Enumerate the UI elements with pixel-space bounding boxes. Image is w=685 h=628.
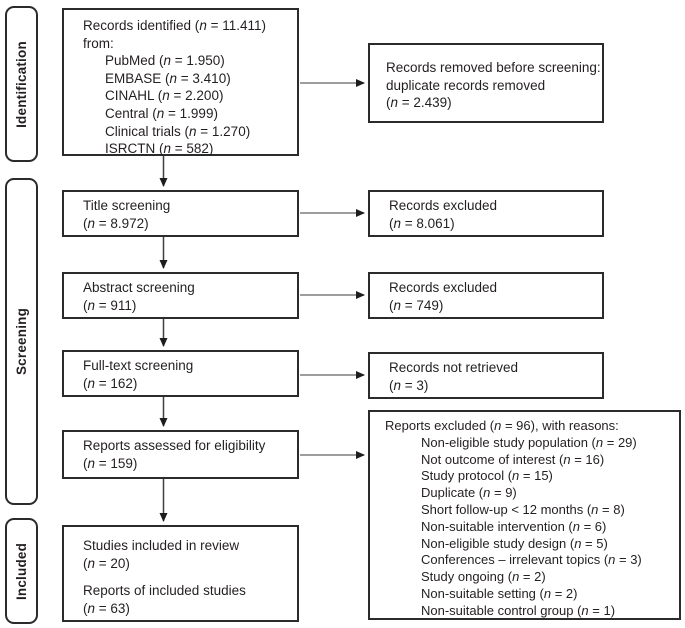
box-records-removed-line: (n = 2.439) [386,95,452,111]
box-records-identified-line: Records identified (n = 11.411) [83,18,266,33]
exclusion-reason-item: Duplicate (n = 9) [421,485,517,501]
box-records-excluded-title-line: Records excluded [389,198,498,213]
studies-included-reports-line: (n = 63) [83,600,130,616]
exclusion-reason-item: Study protocol (n = 15) [421,468,553,484]
stage-identification [5,6,38,162]
box-abstract-screening [62,272,299,319]
box-records-not-retrieved-line: (n = 3) [389,377,429,393]
database-count-item: ISRCTN (n = 582) [105,141,214,157]
box-records-excluded-abstract-line: Records excluded [389,280,498,295]
box-reports-assessed-line: Reports assessed for eligibility [83,438,266,453]
studies-included-review-line: (n = 20) [83,555,130,571]
studies-included-review-line: Studies included in review [83,538,240,553]
box-records-identified-line: from: [83,35,114,51]
box-records-removed-line: duplicate records removed [386,77,546,93]
box-fulltext-screening-line: Full-text screening [83,358,194,373]
box-studies-included [62,525,299,622]
box-reports-excluded [368,410,681,620]
database-count-item: CINAHL (n = 2.200) [105,88,224,104]
box-records-not-retrieved-line: Records not retrieved [389,360,519,375]
box-abstract-screening-line: (n = 911) [83,297,137,313]
box-records-removed-line: Records removed before screening: [386,60,601,75]
box-records-excluded-abstract-line: (n = 749) [389,297,444,313]
box-title-screening-line: Title screening [83,198,171,213]
exclusion-reason-item: Conferences – irrelevant topics (n = 3) [421,552,642,568]
box-reports-excluded-heading: Reports excluded (n = 96), with reasons: [385,418,619,433]
database-count-item: Central (n = 1.999) [105,105,218,121]
box-fulltext-screening-line: (n = 162) [83,375,138,391]
exclusion-reason-item: Non-suitable setting (n = 2) [421,585,578,601]
box-records-excluded-abstract [368,272,604,319]
box-records-excluded-title-line: (n = 8.061) [389,215,455,231]
database-count-item: EMBASE (n = 3.410) [105,70,231,86]
exclusion-reason-item: Non-suitable control group (n = 1) [421,602,616,618]
exclusion-reason-item: Short follow-up < 12 months (n = 8) [421,501,625,517]
box-fulltext-screening [62,350,299,397]
studies-included-reports-line: Reports of included studies [83,583,246,599]
stage-included-label: Included [14,542,30,600]
stage-included [5,518,38,624]
exclusion-reason-item: Non-eligible study design (n = 5) [421,535,608,551]
exclusion-reason-item: Study ongoing (n = 2) [421,569,546,585]
stage-identification-label: Identification [14,40,29,128]
box-title-screening-line: (n = 8.972) [83,215,149,231]
stage-screening [5,178,38,505]
exclusion-reason-item: Non-suitable intervention (n = 6) [421,518,607,534]
box-reports-assessed [62,430,299,479]
database-count-item: PubMed (n = 1.950) [105,53,225,69]
exclusion-reason-item: Not outcome of interest (n = 16) [421,451,605,467]
box-title-screening [62,190,299,237]
box-records-not-retrieved [368,352,604,399]
stage-screening-label: Screening [14,307,30,376]
database-count-item: Clinical trials (n = 1.270) [105,123,251,139]
box-reports-assessed-line: (n = 159) [83,455,138,471]
box-records-excluded-title [368,190,604,237]
box-records-removed [368,43,604,123]
box-records-identified [62,8,299,156]
box-abstract-screening-line: Abstract screening [83,280,195,295]
exclusion-reason-item: Non-eligible study population (n = 29) [421,434,637,450]
